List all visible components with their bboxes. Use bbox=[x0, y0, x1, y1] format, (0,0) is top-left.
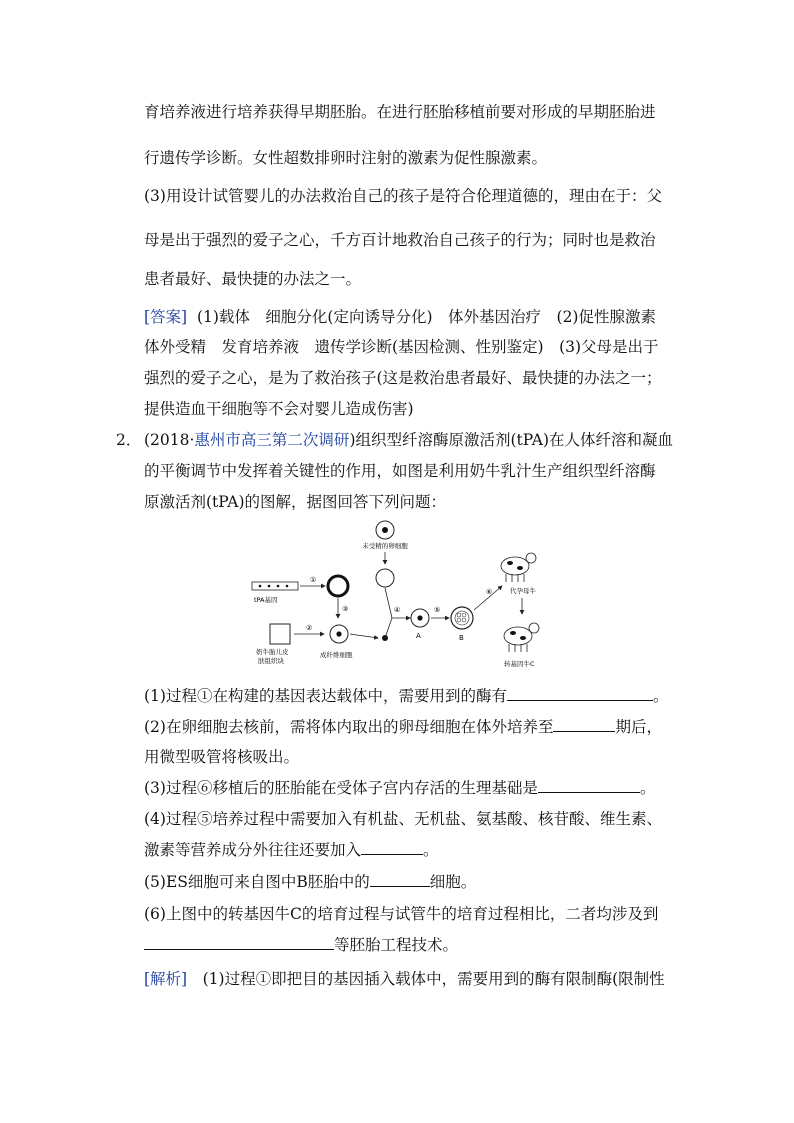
q2-intro-line: 原激活剂(tPA)的图解，据图回答下列问题： bbox=[144, 493, 447, 511]
q5-answer-blank[interactable] bbox=[370, 872, 430, 887]
analysis-line bbox=[144, 967, 684, 989]
skin-label-1: 奶牛胎儿皮 bbox=[256, 648, 289, 656]
transgenic-label: 转基因牛C bbox=[504, 660, 535, 668]
q2a-text: (2)在卵细胞去核前，需将体内取出的卵母细胞在体外培养至 bbox=[144, 718, 554, 736]
question-line bbox=[144, 684, 684, 706]
q2-intro-line bbox=[144, 428, 684, 450]
question-line bbox=[144, 838, 684, 860]
surrogate-cow-icon bbox=[501, 553, 536, 582]
q2-intro-line: 的平衡调节中发挥着关键性的作用，如图是利用奶牛乳汁生产组织型纤溶酶 bbox=[144, 462, 656, 480]
plasmid-vector-icon bbox=[328, 576, 348, 596]
para-line: (3)用设计试管婴儿的办法救治自己的孩子是符合伦理道德的，理由在于：父 bbox=[144, 187, 662, 205]
question-line: 用微型吸管将核吸出。 bbox=[144, 748, 300, 766]
egg-nucleus-icon bbox=[382, 527, 388, 533]
skin-tissue-block-icon bbox=[270, 624, 290, 644]
step-2-label: ② bbox=[306, 624, 313, 632]
question-line: (4)过程⑤培养过程中需要加入有机盐、无机盐、氨基酸、核苷酸、维生素、 bbox=[144, 810, 662, 828]
question-line bbox=[144, 933, 684, 955]
question-line bbox=[144, 776, 684, 798]
answer-line: 强烈的爱子之心，是为了救治孩子(这是救治患者最好、最快捷的办法之一； bbox=[144, 369, 662, 387]
question-line bbox=[144, 715, 684, 737]
fibroblast-label: 成纤维细胞 bbox=[320, 651, 353, 659]
answer-line: 提供造血干细胞等不会对婴儿造成伤害) bbox=[144, 400, 414, 418]
label-a: A bbox=[416, 632, 421, 640]
answer-line bbox=[144, 305, 684, 327]
question-line: (6)上图中的转基因牛C的培育过程与试管牛的培育过程相比，二者均涉及到 bbox=[144, 905, 659, 923]
transgenic-cow-icon bbox=[504, 623, 539, 652]
answer-tag: [答案] bbox=[144, 308, 188, 326]
answer-line: 体外受精 发育培养液 遗传学诊断(基因检测、性别鉴定) (3)父母是出于 bbox=[144, 338, 659, 356]
tpa-gene-label: tPA基因 bbox=[254, 596, 278, 604]
q4b-text: 激素等营养成分外往往还要加入 bbox=[144, 841, 362, 859]
step-1-label: ① bbox=[310, 576, 317, 584]
q3-text: (3)过程⑥移植后的胚胎能在受体子宫内存活的生理基础是 bbox=[144, 779, 538, 797]
q2-answer-blank[interactable] bbox=[553, 717, 615, 732]
tpa-production-diagram bbox=[250, 518, 550, 674]
question-number: 2． bbox=[116, 431, 142, 449]
question-line bbox=[144, 870, 684, 892]
egg-label: 未受精的卵细胞 bbox=[362, 542, 408, 550]
label-b: B bbox=[459, 634, 464, 642]
q6-end: 等胚胎工程技术。 bbox=[334, 936, 459, 954]
q5-text: (5)ES细胞可来自图中B胚胎中的 bbox=[144, 873, 370, 891]
analysis-text: (1)过程①即把目的基因插入载体中，需要用到的酶有限制酶(限制性 bbox=[187, 970, 665, 988]
para-line: 育培养液进行培养获得早期胚胎。在进行胚胎移植前要对形成的早期胚胎进 bbox=[144, 103, 656, 121]
q6-answer-blank[interactable] bbox=[144, 935, 334, 950]
q5-end: 细胞。 bbox=[429, 873, 477, 891]
para-line: 母是出于强烈的爱子之心，千方百计地救治自己孩子的行为；同时也是救治 bbox=[144, 231, 656, 249]
source-name: 惠州市高三第二次调研 bbox=[194, 431, 350, 449]
q2-intro-text: )组织型纤溶酶原激活剂(tPA)在人体纤溶和凝血 bbox=[349, 431, 674, 449]
para-line: 患者最好、最快捷的办法之一。 bbox=[144, 270, 362, 288]
source-pre: (2018· bbox=[144, 431, 195, 449]
surrogate-label: 代孕母牛 bbox=[510, 587, 536, 595]
q1-answer-blank[interactable] bbox=[507, 686, 653, 701]
skin-label-2: 肤组织块 bbox=[258, 657, 284, 665]
para-line: 行遗传学诊断。女性超数排卵时注射的激素为促性腺激素。 bbox=[144, 149, 548, 167]
step-6-label: ⑥ bbox=[486, 588, 493, 596]
q3-answer-blank[interactable] bbox=[538, 778, 640, 793]
step-4-label: ④ bbox=[394, 606, 401, 614]
step-5-label: ⑤ bbox=[434, 606, 441, 614]
enucleated-egg-icon bbox=[376, 569, 394, 587]
step-3-label: ③ bbox=[342, 605, 349, 613]
q2a-end: 期后， bbox=[615, 718, 662, 736]
q4b-end: 。 bbox=[423, 841, 439, 859]
answer-text: (1)载体 细胞分化(定向诱导分化) 体外基因治疗 (2)促性腺激素 bbox=[196, 308, 656, 326]
q4-answer-blank[interactable] bbox=[361, 840, 423, 855]
analysis-tag: [解析] bbox=[144, 970, 188, 988]
q1-text: (1)过程①在构建的基因表达载体中，需要用到的酶有 bbox=[144, 687, 507, 705]
q3-end: 。 bbox=[639, 779, 656, 797]
q1-end: 。 bbox=[652, 687, 669, 705]
